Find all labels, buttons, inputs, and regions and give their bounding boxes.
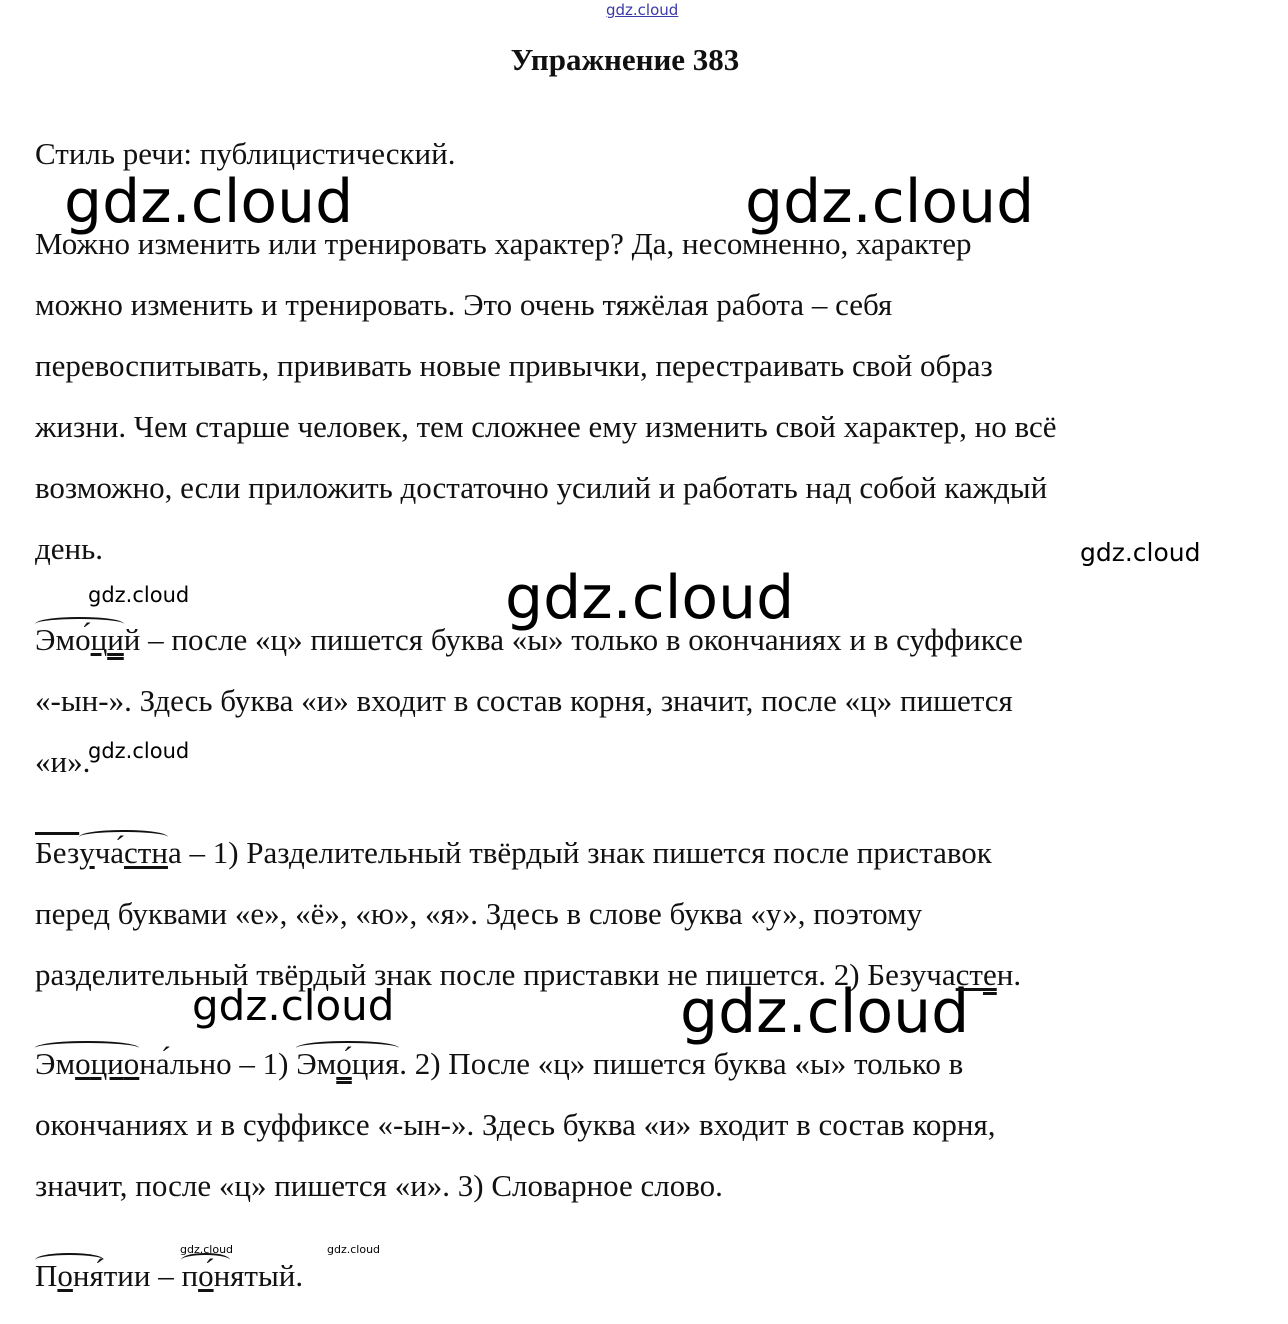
watermark: gdz.cloud xyxy=(64,167,354,237)
paragraph-line: можно изменить и тренировать. Это очень тяжёлая работа – себя xyxy=(35,287,893,322)
entry-emotsiy-line: «и». xyxy=(35,744,91,779)
word-root-emotsion: Эмоцио xyxy=(35,1046,140,1081)
paragraph-line: перевоспитывать, прививать новые привычки, перестраивать свой образ xyxy=(35,348,993,383)
paragraph-line: жизни. Чем старше человек, тем сложнее ему изменить свой характер, но всё xyxy=(35,409,1057,444)
word-root-ponyat: Поня́ xyxy=(35,1258,104,1293)
watermark: gdz.cloud xyxy=(745,167,1035,237)
paragraph-line: день. xyxy=(35,531,104,566)
word-root-pon: по́н xyxy=(181,1258,231,1293)
watermark: gdz.cloud xyxy=(505,563,795,633)
paragraph-line: Можно изменить или тренировать характер? Да, несомненно, характер xyxy=(35,226,972,261)
entry-ponyatii-line: Поня́тии – по́нятый. xyxy=(35,1258,304,1293)
watermark: gdz.cloud xyxy=(88,739,190,763)
page-title: Упражнение 383 xyxy=(510,42,740,77)
watermark: gdz.cloud xyxy=(680,977,970,1047)
entry-emotsionalno-line: окончаниях и в суффиксе «-ын-». Здесь буква «и» входит в состав корня, xyxy=(35,1107,996,1142)
word-root-emotsiya: Эмо́ция xyxy=(296,1046,400,1081)
prefix-bez: Без xyxy=(35,835,80,870)
watermark: gdz.cloud xyxy=(192,981,395,1030)
watermark: gdz.cloud xyxy=(1080,538,1201,567)
entry-emotsionalno-line: значит, после «ц» пишется «и». 3) Словарное слово. xyxy=(35,1168,723,1203)
watermark: gdz.cloud xyxy=(327,1243,381,1256)
entry-emotsionalno-line: Эмоциона́льно – 1) Эмо́ция. 2) После «ц» пишется буква «ы» только в xyxy=(35,1046,964,1081)
watermark: gdz.cloud xyxy=(180,1243,234,1256)
entry-emotsiy-line: «-ын-». Здесь буква «и» входит в состав корня, значит, после «ц» пишется xyxy=(35,683,1013,718)
entry-emotsiy-line: Эмо́ций – после «ц» пишется буква «ы» только в окончаниях и в суффиксе xyxy=(35,622,1023,657)
watermark-top[interactable]: gdz.cloud xyxy=(606,1,679,19)
entry-bezuchastna-line: перед буквами «е», «ё», «ю», «я». Здесь в слове буква «у», поэтому xyxy=(35,896,923,931)
paragraph-line: возможно, если приложить достаточно усилий и работать над собой каждый xyxy=(35,470,1048,505)
style-line: Стиль речи: публицистический. xyxy=(35,136,456,171)
entry-bezuchastna-line: Безуча́стна – 1) Разделительный твёрдый знак пишется после приставок xyxy=(35,835,992,870)
word-root-emotsiy: Эмо́ци xyxy=(35,622,124,657)
entry-bezuchastna-line: разделительный твёрдый знак после приставки не пишется. 2) Безучастен. xyxy=(35,957,1022,992)
word-root-uchast: уча́стн xyxy=(79,835,168,870)
watermark: gdz.cloud xyxy=(88,583,190,607)
